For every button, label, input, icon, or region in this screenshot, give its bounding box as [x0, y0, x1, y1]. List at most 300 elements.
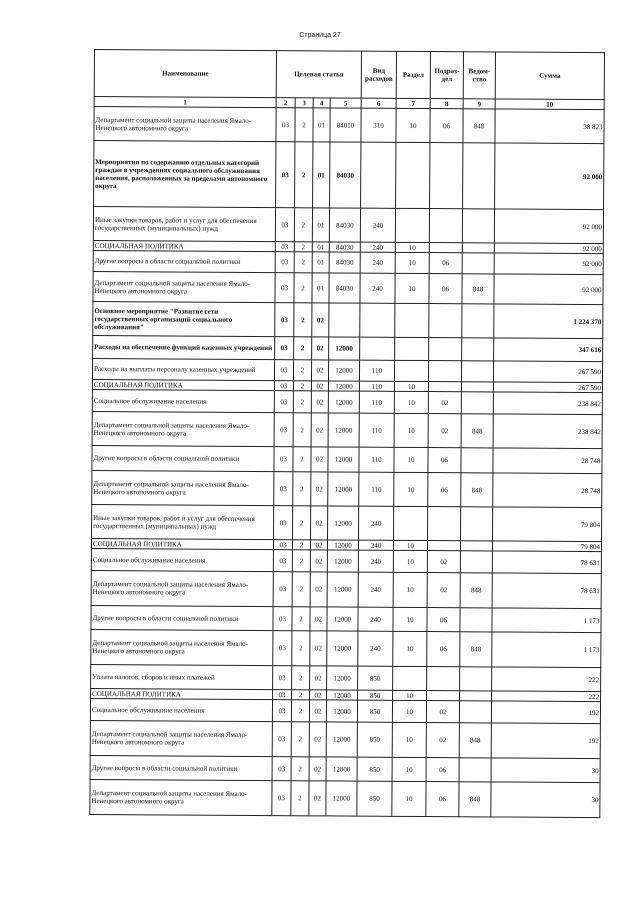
department-code [459, 701, 491, 723]
target-code-event: 01 [313, 142, 330, 208]
section-code: 10 [395, 252, 429, 273]
target-code-event: 02 [311, 413, 328, 447]
target-code-subprogram: 2 [295, 108, 313, 142]
table-row [92, 504, 602, 541]
row-name: Другие вопросы в области социальной политики [90, 755, 272, 780]
target-code-event: 01 [312, 252, 329, 273]
target-code-program: 03 [273, 550, 292, 572]
expense-type-code: 240 [360, 208, 395, 242]
row-name: Иные закупки товаров, работ и услуг для обеспечения государственных (муниципальных) нужд [92, 504, 274, 539]
row-name: Иные закупки товаров, работ и услуг для обеспечения государственных (муниципальных) нужд [93, 207, 275, 242]
header-expense-type: Вид расходов [361, 51, 396, 98]
header-department: Ведом-ство [463, 52, 495, 99]
target-code-event: 01 [312, 208, 329, 242]
header-target-article: Целевая статья [276, 51, 361, 99]
expense-type-code: 240 [360, 273, 395, 303]
section-code: 10 [393, 572, 427, 607]
target-code-subprogram: 2 [291, 700, 309, 722]
department-code [461, 448, 493, 473]
row-name: Департамент социальной защиты населения Ямало-Ненецкого автономного округа [90, 720, 272, 756]
row-name: СОЦИАЛЬНАЯ ПОЛИТИКА [92, 379, 274, 390]
target-code-direction [329, 303, 360, 337]
column-number: 8 [430, 99, 463, 109]
section-code: 10 [395, 242, 429, 252]
target-code-subprogram: 2 [294, 303, 312, 337]
department-code: 848 [460, 632, 492, 667]
target-code-direction: 12000 [327, 572, 358, 607]
target-code-event: 02 [311, 472, 328, 506]
department-code [462, 338, 494, 361]
target-code-event: 02 [310, 572, 327, 607]
target-code-event: 02 [310, 540, 327, 550]
target-code-direction: 12000 [328, 506, 359, 540]
table-row [90, 779, 600, 817]
department-code: 848 [461, 473, 493, 507]
section-code: 10 [394, 391, 428, 413]
row-name: Социальное обслуживание населения [92, 389, 274, 412]
row-sum: 267 590 [493, 382, 602, 393]
target-code-subprogram: 2 [292, 540, 310, 550]
department-code [461, 392, 493, 414]
section-code: 10 [392, 781, 426, 816]
target-code-direction: 12000 [327, 690, 358, 700]
department-code [461, 507, 493, 541]
table-row [93, 271, 603, 304]
row-name: СОЦИАЛЬНАЯ ПОЛИТИКА [93, 240, 275, 251]
target-code-event: 02 [310, 550, 327, 572]
target-code-program: 03 [275, 242, 294, 252]
row-name: Социальное обслуживание населения [90, 698, 272, 721]
target-code-subprogram: 2 [295, 142, 313, 208]
target-code-program: 03 [275, 303, 294, 337]
target-code-direction: 12000 [328, 360, 359, 381]
target-code-event: 01 [313, 108, 330, 142]
subsection-code: 06 [429, 274, 462, 304]
row-sum: 238 842 [493, 392, 602, 415]
section-code: 10 [393, 631, 427, 666]
target-code-program: 03 [273, 631, 292, 666]
subsection-code [427, 667, 460, 691]
department-code: 848 [460, 573, 492, 608]
target-code-program: 03 [273, 690, 292, 700]
target-code-event: 02 [310, 690, 327, 700]
target-code-event: 01 [312, 273, 329, 303]
table-row [91, 548, 601, 573]
expense-type-code: 240 [360, 242, 395, 252]
target-code-direction: 12000 [326, 700, 357, 722]
table-row [92, 411, 602, 448]
target-code-program: 03 [274, 413, 293, 447]
section-code: 10 [393, 550, 427, 572]
target-code-program: 03 [274, 506, 293, 540]
row-name: СОЦИАЛЬНАЯ ПОЛИТИКА [91, 538, 273, 549]
column-number: 5 [330, 98, 361, 108]
column-number: 7 [396, 98, 430, 108]
section-code: 10 [393, 540, 427, 550]
section-code: 10 [393, 607, 427, 631]
row-sum: 1 173 [492, 632, 601, 668]
target-code-direction: 12000 [327, 666, 358, 690]
subsection-code: 02 [426, 723, 459, 758]
section-code: 10 [395, 273, 429, 303]
expense-type-code: 850 [358, 666, 393, 690]
table-row [92, 389, 602, 414]
target-code-subprogram: 2 [292, 666, 310, 690]
row-name: Департамент социальной защиты населения Ямало-Ненецкого автономного округа [90, 779, 272, 815]
target-code-program: 03 [274, 391, 293, 413]
target-code-program: 03 [272, 700, 291, 722]
row-sum: 30 [491, 782, 600, 818]
row-sum: 238 842 [493, 414, 602, 449]
section-code: 10 [392, 757, 426, 781]
budget-table [89, 49, 605, 818]
header-sum: Сумма [495, 52, 604, 100]
target-code-subprogram: 2 [294, 242, 312, 252]
subsection-code: 06 [426, 782, 459, 817]
department-code [463, 143, 495, 209]
department-code [460, 691, 492, 701]
row-sum: 92 000 [494, 253, 603, 275]
row-sum: 222 [492, 667, 601, 692]
target-code-program: 03 [273, 572, 292, 607]
row-name: Другие вопросы в области социальной политики [91, 605, 273, 630]
target-code-event: 02 [311, 360, 328, 381]
column-number: 9 [463, 99, 495, 109]
row-name: Другие вопросы в области социальной политики [92, 445, 274, 471]
target-code-subprogram: 2 [294, 273, 312, 303]
subsection-code: 06 [426, 758, 459, 782]
department-code [460, 667, 492, 691]
row-name: Расходы на выплаты персоналу казенных учреждений [92, 358, 274, 380]
expense-type-code: 110 [359, 413, 394, 447]
row-sum: 92 000 [495, 143, 604, 210]
row-name: Уплата налогов, сборов и иных платежей [91, 664, 273, 689]
target-code-event: 02 [309, 700, 326, 722]
target-code-program: 03 [274, 381, 293, 391]
row-sum: 28 748 [493, 473, 602, 508]
target-code-direction: 12000 [327, 540, 358, 550]
row-sum: 222 [492, 691, 601, 702]
table-row [91, 605, 601, 632]
subsection-code: 06 [430, 109, 463, 143]
row-sum: 79 804 [492, 541, 601, 552]
target-code-subprogram: 2 [294, 337, 312, 360]
row-name: Департамент социальной защиты населения Ямало-Ненецкого автономного округа [92, 470, 274, 505]
row-name: Мероприятия по содержанию отдельных категорий граждан в учреждениях социального обслуживания населения, расположенных за пределами автономного округа [94, 141, 276, 208]
subsection-code [430, 143, 463, 209]
target-code-event: 02 [310, 631, 327, 666]
row-sum: 1 224 370 [494, 304, 603, 339]
row-name: Расходы на обеспечение функций казенных учреждений [93, 335, 275, 359]
table-row [90, 755, 600, 782]
section-code [395, 337, 429, 360]
target-code-direction: 12000 [326, 781, 357, 816]
page-number-label: Страница 27 [299, 32, 341, 39]
subsection-code [429, 243, 462, 253]
target-code-subprogram: 2 [291, 722, 309, 757]
section-code: 10 [393, 690, 427, 700]
expense-type-code: 850 [357, 757, 392, 781]
target-code-event: 02 [311, 391, 328, 413]
row-name: Департамент социальной защиты населения Ямало-Ненецкого автономного округа [93, 271, 275, 302]
row-name: Департамент социальной защиты населения Ямало-Ненецкого автономного округа [91, 570, 273, 606]
subsection-code: 06 [428, 473, 461, 507]
target-code-subprogram: 2 [293, 447, 311, 472]
target-code-event: 02 [311, 381, 328, 391]
target-code-program: 03 [274, 360, 293, 381]
row-name: Департамент социальной защиты населения Ямало-Ненецкого автономного округа [91, 629, 273, 665]
subsection-code [427, 691, 460, 701]
subsection-code: 06 [428, 448, 461, 473]
target-code-program: 03 [273, 540, 292, 550]
expense-type-code: 240 [358, 572, 393, 607]
section-code [393, 666, 427, 690]
target-code-program: 03 [275, 337, 294, 360]
target-code-direction: 12000 [327, 631, 358, 666]
subsection-code: 02 [428, 414, 461, 448]
expense-type-code: 110 [359, 381, 394, 391]
section-code [395, 303, 429, 337]
target-code-subprogram: 2 [292, 690, 310, 700]
table-row [92, 470, 602, 507]
department-code [462, 304, 494, 338]
department-code [459, 758, 491, 782]
target-code-program: 03 [272, 757, 291, 781]
target-code-program: 03 [276, 142, 295, 208]
section-code: 10 [396, 108, 430, 142]
section-code: 10 [394, 381, 428, 391]
column-number: 4 [313, 98, 330, 108]
target-code-subprogram: 2 [291, 781, 309, 816]
expense-type-code: 240 [360, 252, 395, 273]
subsection-code [428, 507, 461, 541]
table-row [91, 570, 601, 608]
column-number: 10 [495, 99, 604, 110]
department-code [462, 253, 494, 274]
column-number: 2 [276, 98, 295, 108]
expense-type-code: 310 [361, 108, 396, 142]
row-name: Другие вопросы в области социальной политики [93, 250, 275, 272]
target-code-subprogram: 2 [293, 413, 311, 447]
subsection-code [429, 304, 462, 338]
department-code: 848 [459, 723, 491, 758]
section-code: 10 [394, 472, 428, 506]
row-name: Социальное обслуживание населения [91, 548, 273, 571]
expense-type-code: 850 [357, 700, 392, 722]
section-code [396, 142, 430, 208]
department-code [462, 243, 494, 253]
department-code [460, 541, 492, 551]
row-sum: 78 631 [492, 551, 601, 574]
section-code [395, 208, 429, 242]
target-code-subprogram: 2 [291, 757, 309, 781]
expense-type-code: 240 [358, 607, 393, 631]
target-code-event: 02 [312, 337, 329, 360]
table-row [93, 301, 603, 338]
target-code-direction: 84030 [329, 273, 360, 303]
table-row [93, 335, 603, 361]
subsection-code: 02 [427, 573, 460, 608]
target-code-subprogram: 2 [293, 472, 311, 506]
header-row [94, 50, 604, 100]
row-sum: 92 000 [494, 243, 603, 254]
target-code-direction: 12000 [328, 472, 359, 506]
target-code-direction: 84030 [329, 242, 360, 252]
target-code-direction: 12000 [326, 722, 357, 757]
section-code [395, 360, 429, 381]
table-row [90, 720, 600, 758]
table-body [90, 107, 604, 818]
target-code-program: 03 [274, 472, 293, 506]
target-code-direction: 12000 [328, 381, 359, 391]
department-code [461, 382, 493, 392]
row-name: Основное мероприятие "Развитие сети государственных организаций социального обслуживания" [93, 301, 275, 336]
target-code-direction: 12000 [329, 337, 360, 360]
expense-type-code: 110 [360, 360, 395, 381]
target-code-event: 02 [310, 666, 327, 690]
expense-type-code: 850 [358, 690, 393, 700]
target-code-event: 02 [311, 447, 328, 472]
row-name: СОЦИАЛЬНАЯ ПОЛИТИКА [91, 688, 273, 699]
target-code-direction: 12000 [327, 607, 358, 631]
section-code [394, 506, 428, 540]
expense-type-code [360, 303, 395, 337]
target-code-program: 03 [272, 781, 291, 816]
target-code-program: 03 [274, 447, 293, 472]
target-code-program: 03 [273, 666, 292, 690]
row-sum: 267 590 [494, 361, 603, 383]
target-code-subprogram: 2 [292, 572, 310, 607]
expense-type-code: 110 [359, 447, 394, 472]
row-sum: 92 000 [494, 274, 603, 305]
target-code-program: 03 [275, 273, 294, 303]
target-code-subprogram: 2 [293, 391, 311, 413]
target-code-event: 02 [309, 757, 326, 781]
target-code-direction: 84030 [330, 142, 361, 208]
header-subsection: Подраз-дел [430, 52, 463, 99]
row-sum: 92 000 [494, 209, 603, 244]
row-sum: 192 [491, 701, 600, 724]
department-code: 848 [461, 414, 493, 448]
row-sum: 192 [491, 723, 600, 759]
row-sum: 1 173 [492, 608, 601, 633]
table-row [94, 107, 604, 144]
subsection-code [427, 541, 460, 551]
target-code-direction: 12000 [328, 413, 359, 447]
target-code-program: 03 [276, 108, 295, 142]
expense-type-code: 850 [357, 722, 392, 757]
target-code-subprogram: 2 [292, 631, 310, 666]
department-code [460, 608, 492, 632]
target-code-direction: 84010 [330, 108, 361, 142]
target-code-subprogram: 2 [292, 550, 310, 572]
department-code: 848 [462, 274, 494, 304]
target-code-subprogram: 2 [293, 360, 311, 381]
table-row [91, 664, 601, 691]
column-number: 1 [94, 97, 276, 108]
subsection-code: 02 [426, 701, 459, 723]
row-name: Департамент социальной защиты населения Ямало-Ненецкого автономного округа [94, 107, 276, 142]
target-code-event: 02 [310, 607, 327, 631]
row-sum: 28 748 [493, 448, 602, 474]
target-code-program: 03 [275, 208, 294, 242]
header-section: Раздел [396, 51, 430, 98]
target-code-direction: 84030 [329, 208, 360, 242]
expense-type-code: 240 [359, 506, 394, 540]
department-code [462, 361, 494, 382]
section-code: 10 [392, 722, 426, 757]
target-code-direction: 12000 [327, 550, 358, 572]
department-code [462, 209, 494, 243]
subsection-code: 06 [429, 253, 462, 274]
section-code: 10 [392, 700, 426, 722]
expense-type-code: 240 [358, 540, 393, 550]
expense-type-code: 240 [358, 631, 393, 666]
row-sum: 30 [491, 758, 600, 783]
target-code-subprogram: 2 [292, 607, 310, 631]
subsection-code [428, 382, 461, 392]
table-row [90, 698, 600, 723]
target-code-direction: 84030 [329, 252, 360, 273]
target-code-event: 02 [309, 781, 326, 816]
target-code-subprogram: 2 [293, 506, 311, 540]
row-sum: 38 823 [495, 109, 604, 144]
table-row [94, 141, 604, 210]
row-name: Департамент социальной защиты населения Ямало-Ненецкого автономного округа [92, 411, 274, 446]
subsection-code [429, 361, 462, 382]
department-code: 848 [463, 109, 495, 143]
section-code: 10 [394, 447, 428, 472]
row-sum: 78 631 [492, 573, 601, 609]
target-code-program: 03 [273, 607, 292, 631]
target-code-subprogram: 2 [294, 208, 312, 242]
target-code-program: 03 [275, 252, 294, 273]
row-sum: 79 804 [493, 507, 602, 542]
section-code: 10 [394, 413, 428, 447]
department-code [460, 551, 492, 573]
expense-type-code: 850 [357, 781, 392, 816]
target-code-direction: 12000 [326, 757, 357, 781]
table-row [91, 629, 601, 667]
column-number: 3 [295, 98, 313, 108]
expense-type-code: 110 [359, 391, 394, 413]
subsection-code: 02 [427, 551, 460, 573]
subsection-code: 06 [427, 632, 460, 667]
department-code: 848 [459, 782, 491, 817]
target-code-subprogram: 2 [293, 381, 311, 391]
expense-type-code: 110 [359, 472, 394, 506]
table-row [93, 207, 603, 244]
expense-type-code [360, 337, 395, 360]
header-name: Наименование [94, 50, 276, 98]
target-code-event: 02 [312, 303, 329, 337]
expense-type-code: 240 [358, 550, 393, 572]
target-code-event: 01 [312, 242, 329, 252]
target-code-event: 02 [311, 506, 328, 540]
target-code-direction: 12000 [328, 447, 359, 472]
row-sum: 347 616 [494, 338, 603, 362]
subsection-code [429, 209, 462, 243]
target-code-direction: 12000 [328, 391, 359, 413]
subsection-code: 02 [428, 392, 461, 414]
expense-type-code [361, 142, 396, 208]
target-code-event: 02 [309, 722, 326, 757]
subsection-code [429, 338, 462, 361]
table-row [92, 445, 602, 473]
target-code-subprogram: 2 [294, 252, 312, 273]
subsection-code: 06 [427, 608, 460, 632]
column-number: 6 [361, 98, 396, 108]
